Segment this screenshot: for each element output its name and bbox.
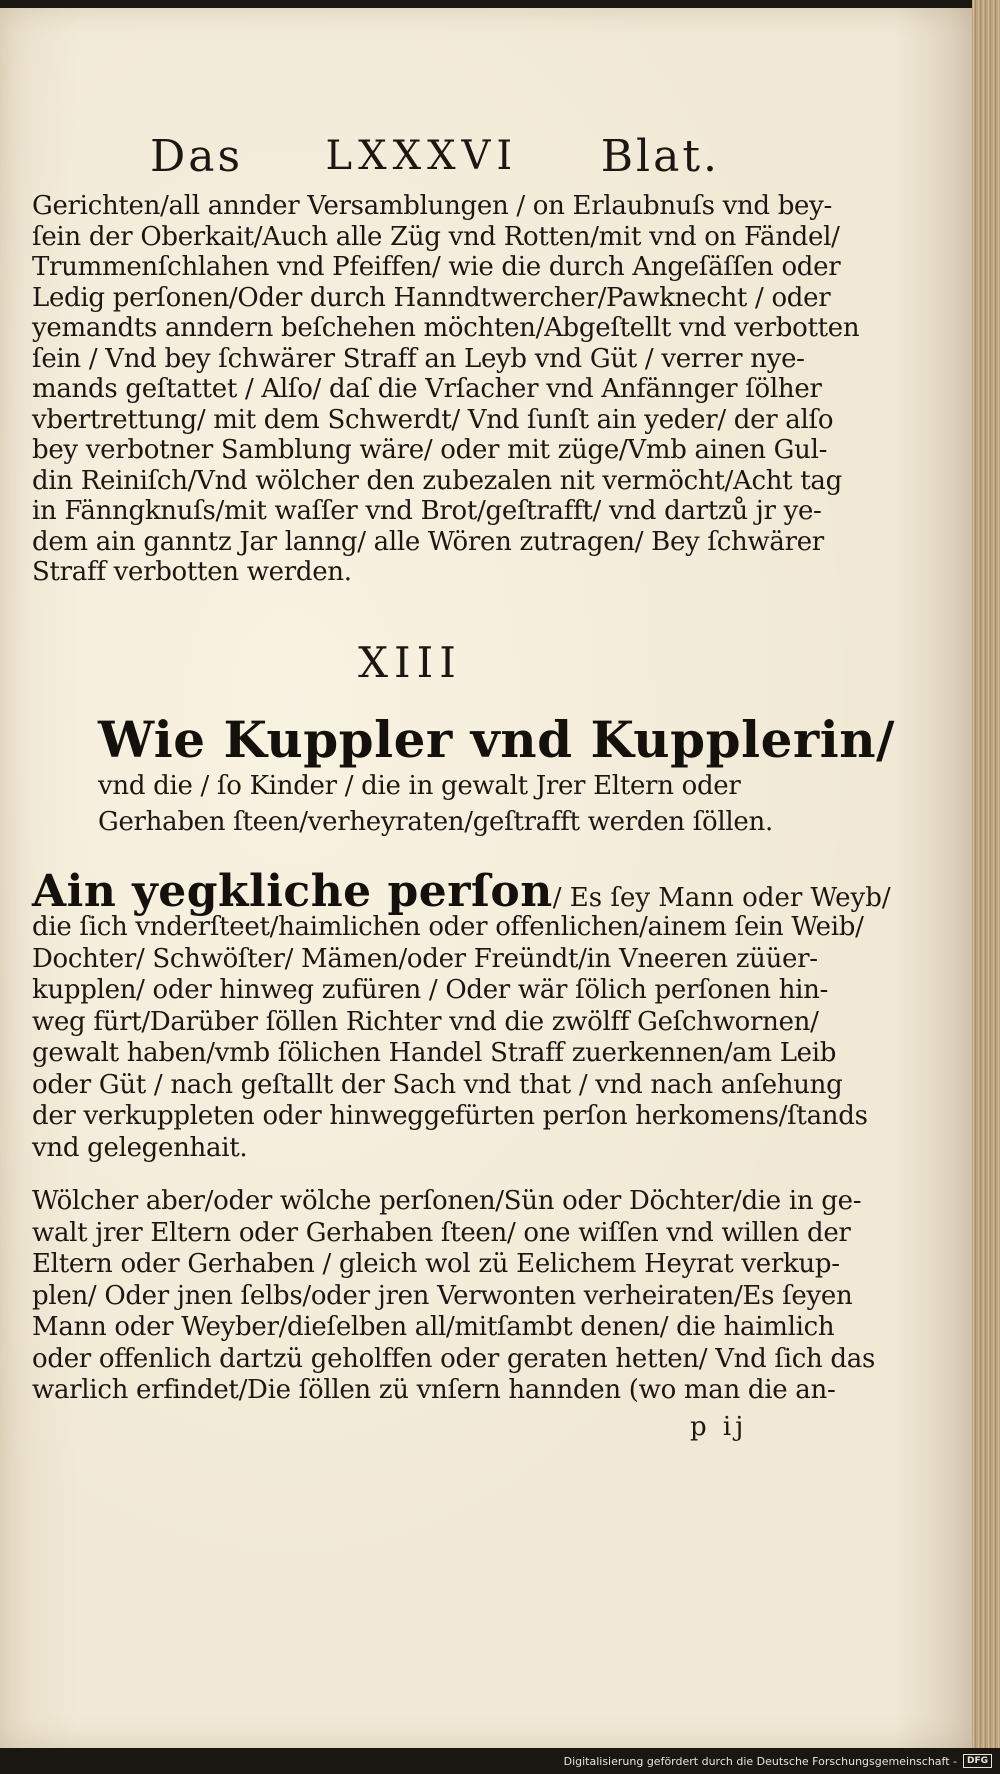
running-header (150, 126, 720, 186)
subtitle-line: vnd die / ſo Kinder / die in gewalt Jrer Eltern oder (98, 771, 741, 801)
dfg-logo: DFG (963, 1754, 992, 1768)
text-line: din Reiniſch/Vnd wölcher den zubezalen nit vermöcht/Acht tag (32, 465, 842, 496)
text-line: yemandts anndern beſchehen möchten/Abgeſtellt vnd verbotten (32, 313, 860, 343)
header-right: Blat. (600, 130, 720, 182)
text-line: mands geſtattet / Alſo/ daſ die Vrſacher vnd Anfännger ſölher (32, 374, 822, 404)
text-line: der verkuppleten oder hinweggefürten perſon herkomens/ſtands (32, 1101, 868, 1131)
section-title: Wie Kuppler vnd Kupplerin/ (98, 710, 895, 769)
text-line: warlich erfindet/Die ſöllen zü vnſern hannden (wo man die an- (32, 1375, 836, 1405)
text-line: vnd gelegenhait. (32, 1132, 248, 1163)
paragraph-1 (32, 191, 860, 588)
text-line: plen/ Oder jnen ſelbs/oder jren Verwonten verheiraten/Es ſeyen (32, 1280, 853, 1311)
text-line: walt jrer Eltern oder Gerhaben ſteen/ one wiſſen vnd willen der (32, 1217, 851, 1248)
text-line: Trummenſchlahen vnd Pfeiffen/ wie die durch Angeſäſſen oder (32, 252, 841, 282)
footer-text: Digitalisierung gefördert durch die Deutsche Forschungsgemeinschaft - (563, 1754, 957, 1768)
page-text (0, 8, 972, 1748)
subtitle-line: Gerhaben ſteen/verheyraten/geſtrafft werden ſöllen. (98, 807, 773, 837)
text-line: weg fürt/Darüber ſöllen Richter vnd die zwölff Geſchwornen/ (32, 1006, 819, 1037)
text-line: in Fänngknuſs/mit waſſer vnd Brot/geſtrafft/ vnd dartzů jr ye- (32, 496, 822, 526)
text-line: gewalt haben/vmb ſölichen Handel Straff zuerkennen/am Leib (32, 1038, 837, 1068)
lead-line (32, 866, 891, 917)
lead-rest: / Es ſey Mann oder Weyb/ (552, 883, 891, 913)
section-number: XIII (358, 638, 462, 687)
signature-mark: p ij (690, 1412, 748, 1442)
text-line: dem ain ganntz Jar lanng/ alle Wören zutragen/ Bey ſchwärer (32, 526, 824, 557)
text-line: Eltern oder Gerhaben / gleich wol zü Eelichem Heyrat verkup- (32, 1249, 840, 1279)
text-line: Mann oder Weyber/dieſelben all/mitſambt denen/ die haimlich (32, 1312, 835, 1342)
paragraph-3 (32, 1186, 876, 1407)
paragraph-2 (32, 866, 891, 1164)
text-line: Wölcher aber/oder wölche perſonen/Sün oder Döchter/die in ge- (32, 1186, 862, 1216)
text-line: oder Güt / nach geſtallt der Sach vnd that / vnd nach anſehung (32, 1069, 843, 1100)
text-line: die ſich vnderſteet/haimlichen oder offenlichen/ainem ſein Weib/ (32, 912, 864, 942)
text-line: ſein der Oberkait/Auch alle Züg vnd Rotten/mit vnd on Fändel/ (32, 221, 840, 252)
text-line: Straff verbotten werden. (32, 557, 352, 587)
page-fore-edge (972, 0, 1000, 1755)
section-subtitle (98, 768, 778, 840)
text-line: kupplen/ oder hinweg zufüren / Oder wär ſölich perſonen hin- (32, 975, 829, 1005)
digitization-footer (0, 1748, 1000, 1774)
text-line: oder offenlich dartzü geholffen oder geraten hetten/ Vnd ſich das (32, 1343, 876, 1374)
text-line: bey verbotner Samblung wäre/ oder mit züge/Vmb ainen Gul- (32, 435, 828, 465)
header-left: Das (150, 130, 244, 182)
folio-number: LXXXVI (325, 133, 519, 179)
text-line: Dochter/ Schwöſter/ Mämen/oder Freündt/in Vneeren züüer- (32, 943, 818, 974)
lead-words: Ain yegkliche perſon (32, 866, 553, 917)
text-line: ſein / Vnd bey ſchwärer Straff an Leyb vnd Güt / verrer nye- (32, 343, 805, 374)
text-line: Ledig perſonen/Oder durch Hanndtwercher/Pawknecht / oder (32, 282, 831, 313)
text-line: Gerichten/all annder Versamblungen / on Erlaubnuſs vnd bey- (32, 191, 833, 221)
book-page (0, 8, 972, 1748)
text-line: vbertrettung/ mit dem Schwerdt/ Vnd ſunſt ain yeder/ der alſo (32, 404, 834, 435)
